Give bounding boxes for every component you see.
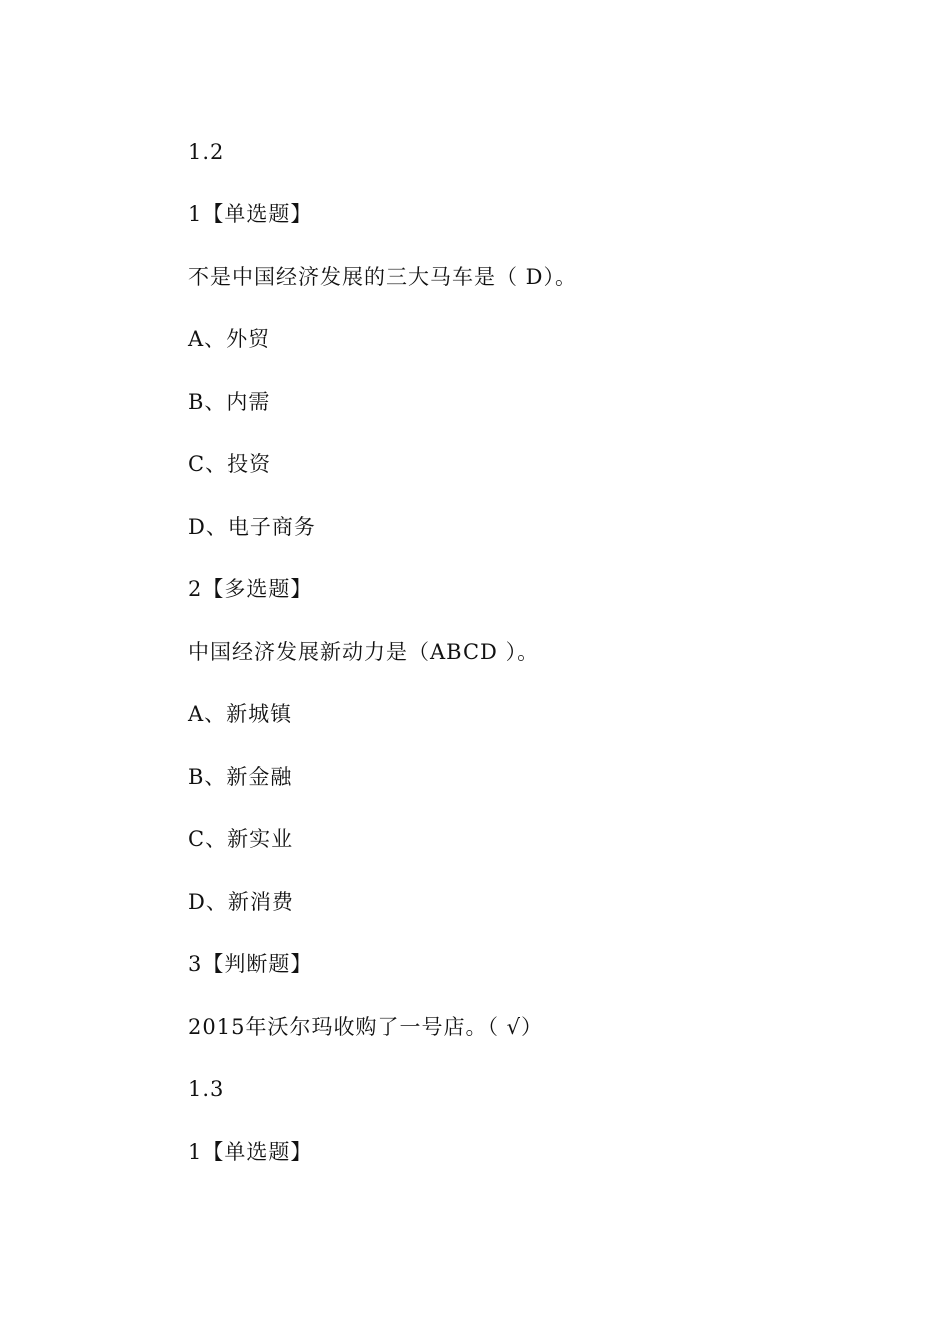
- answer-option: C、新实业: [188, 827, 294, 851]
- question-text: 不是中国经济发展的三大马车是（ D）。: [188, 265, 578, 289]
- answer-option: D、新消费: [188, 890, 294, 914]
- question-header: 1【单选题】: [188, 202, 313, 226]
- question-text: 2015年沃尔玛收购了一号店。（ √）: [188, 1015, 543, 1039]
- answer-option: D、电子商务: [188, 515, 316, 539]
- answer-option: A、新城镇: [188, 702, 293, 726]
- question-header: 1【单选题】: [188, 1140, 313, 1164]
- answer-option: C、投资: [188, 452, 272, 476]
- section-heading: 1.3: [188, 1077, 225, 1101]
- section-heading: 1.2: [188, 140, 225, 164]
- question-header: 2【多选题】: [188, 577, 313, 601]
- answer-option: B、内需: [188, 390, 271, 414]
- question-header: 3【判断题】: [188, 952, 313, 976]
- question-text: 中国经济发展新动力是（ABCD ）。: [188, 640, 540, 664]
- answer-option: B、新金融: [188, 765, 293, 789]
- answer-option: A、外贸: [188, 327, 271, 351]
